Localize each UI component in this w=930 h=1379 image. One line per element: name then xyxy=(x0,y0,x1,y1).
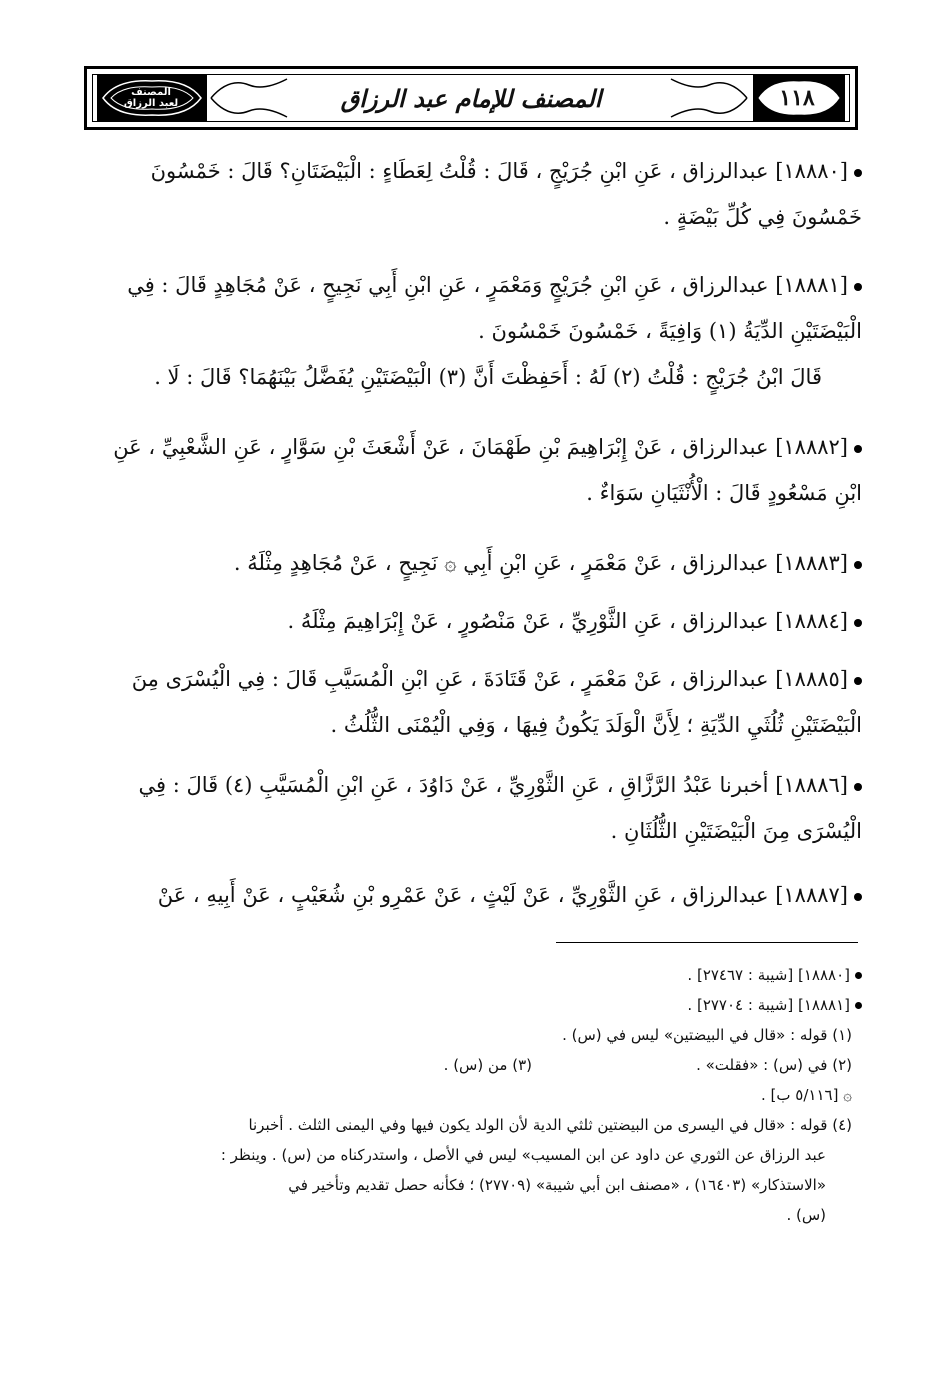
hadith-entry-18885 xyxy=(84,656,862,748)
entry-line: [١٨٨٨٦] أخبرنا عَبْدُ الرَّزَّاقِ ، عَنِ الثَّوْرِيِّ ، عَنْ دَاوُدَ ، عَنِ ابْنِ الْمُسَيَّبِ (٤) قَالَ : فِي xyxy=(138,773,848,797)
footnotes xyxy=(84,960,862,1230)
bullet-icon xyxy=(854,893,862,901)
hadith-entry-18882 xyxy=(84,424,862,516)
bullet-icon xyxy=(854,169,862,177)
logo-line-1: المصنف xyxy=(131,87,171,98)
bullet-icon xyxy=(855,1002,862,1009)
footnote-3: (٣) من (س) . xyxy=(443,1056,532,1074)
bullet-icon xyxy=(854,677,862,685)
footnote-4-cont: «الاستذكار» (١٦٤٠٣) ، «مصنف ابن أبي شيبة» (٢٧٧٠٩) ؛ فكأنه حصل تقديم وتأخير في xyxy=(288,1176,826,1194)
entry-line: قَالَ ابْنُ جُرَيْجٍ : قُلْتُ (٢) لَهُ : أَحَفِظْتَ أَنَّ (٣) الْبَيْضَتَيْنِ يُفَضَّلُ بَيْنَهُمَا؟ قَالَ : لَا . xyxy=(154,365,822,389)
hadith-entry-18884 xyxy=(84,598,862,644)
hadith-entry-18880 xyxy=(84,148,862,240)
right-scroll-ornament-icon xyxy=(669,75,749,121)
entry-line: ابْنِ مَسْعُودٍ قَالَ : الْأُنْثَيَانِ سَوَاءٌ . xyxy=(586,481,862,505)
entry-line: الْبَيْضَتَيْنِ الدِّيَةُ (١) وَافِيَةً ، خَمْسُونَ خَمْسُونَ . xyxy=(478,319,862,343)
bullet-icon xyxy=(854,445,862,453)
header-logo xyxy=(111,75,191,121)
footnote-4: (٤) قوله : «قال في اليسرى من البيضتين ثلثي الدية لأن الولد يكون فيها وفي اليمنى الثلث . أخبرنا xyxy=(248,1116,852,1134)
entry-line: [١٨٨٨٢] عبدالرزاق ، عَنْ إِبْرَاهِيمَ بْنِ طَهْمَانَ ، عَنْ أَشْعَثَ بْنِ سَوَّارٍ ، عَنِ الشَّعْبِيِّ ، عَنِ xyxy=(113,435,848,459)
hadith-entry-18887 xyxy=(84,872,862,918)
bullet-icon xyxy=(854,619,862,627)
source-ref: [١٨٨٨٠] [شيبة : ٢٧٤٦٧] . xyxy=(687,966,850,984)
footnote-1: (١) قوله : «قال في البيضتين» ليس في (س) . xyxy=(562,1026,852,1044)
entry-line: [١٨٨٨٧] عبدالرزاق ، عَنِ الثَّوْرِيِّ ، عَنْ لَيْثٍ ، عَنْ عَمْرِو بْنِ شُعَيْبٍ ، عَنْ أَبِيهِ ، عَنْ xyxy=(157,883,848,907)
left-scroll-ornament-icon xyxy=(209,75,289,121)
bullet-icon xyxy=(854,561,862,569)
entry-line: [١٨٨٨٠] عبدالرزاق ، عَنِ ابْنِ جُرَيْجٍ ، قَالَ : قُلْتُ لِعَطَاءٍ : الْبَيْضَتَانِ؟ قَالَ : خَمْسُونَ xyxy=(150,159,848,183)
page-number: ١١٨ xyxy=(779,85,815,111)
logo-line-2: لعبد الرزاق xyxy=(123,98,179,109)
folio-marker: ۞ [٥/١١٦ ب] . xyxy=(761,1086,852,1104)
entry-line: خَمْسُونَ فِي كُلِّ بَيْضَةٍ . xyxy=(663,205,862,229)
source-ref: [١٨٨٨١] [شيبة : ٢٧٧٠٤] . xyxy=(687,996,850,1014)
header-border xyxy=(92,74,850,122)
bullet-icon xyxy=(854,783,862,791)
entry-line: [١٨٨٨٥] عبدالرزاق ، عَنْ مَعْمَرٍ ، عَنْ قَتَادَةَ ، عَنِ ابْنِ الْمُسَيَّبِ قَالَ : فِي الْيُسْرَى مِنَ xyxy=(131,667,848,691)
entry-line: [١٨٨٨١] عبدالرزاق ، عَنِ ابْنِ جُرَيْجٍ وَمَعْمَرٍ ، عَنِ ابْنِ أَبِي نَجِيحٍ ، عَنْ مُجَاهِدٍ قَالَ : فِي xyxy=(127,273,848,297)
hadith-entry-18886 xyxy=(84,762,862,854)
footnote-4-cont: (س) . xyxy=(786,1206,826,1224)
footnote-separator xyxy=(556,942,858,943)
footnote-4-cont: عبد الرزاق عن الثوري عن داود عن ابن المسيب» ليس في الأصل ، واستدركناه من (س) . وينظر : xyxy=(220,1146,826,1164)
page-header xyxy=(84,66,858,130)
entry-line: الْبَيْضَتَيْنِ ثُلُثَيِ الدِّيَةِ ؛ لِأَنَّ الْوَلَدَ يَكُونُ فِيهَا ، وَفِي الْيُمْنَى الثُّلُثُ . xyxy=(330,713,862,737)
entry-line: الْيُسْرَى مِنَ الْبَيْضَتَيْنِ الثُّلُثَانِ . xyxy=(610,819,862,843)
entry-line: [١٨٨٨٣] عبدالرزاق ، عَنْ مَعْمَرٍ ، عَنِ ابْنِ أَبِي ۞ نَجِيحٍ ، عَنْ مُجَاهِدٍ مِثْلَهُ . xyxy=(233,551,848,575)
entry-line: [١٨٨٨٤] عبدالرزاق ، عَنِ الثَّوْرِيِّ ، عَنْ مَنْصُورٍ ، عَنْ إِبْرَاهِيمَ مِثْلَهُ . xyxy=(287,609,848,633)
header-title: المصنف للإمام عبد الرزاق xyxy=(340,83,602,113)
hadith-entry-18881 xyxy=(84,262,862,400)
bullet-icon xyxy=(855,972,862,979)
footnote-2: (٢) في (س) : «فقلت» . xyxy=(696,1056,852,1074)
bullet-icon xyxy=(854,283,862,291)
hadith-entry-18883 xyxy=(84,540,862,586)
